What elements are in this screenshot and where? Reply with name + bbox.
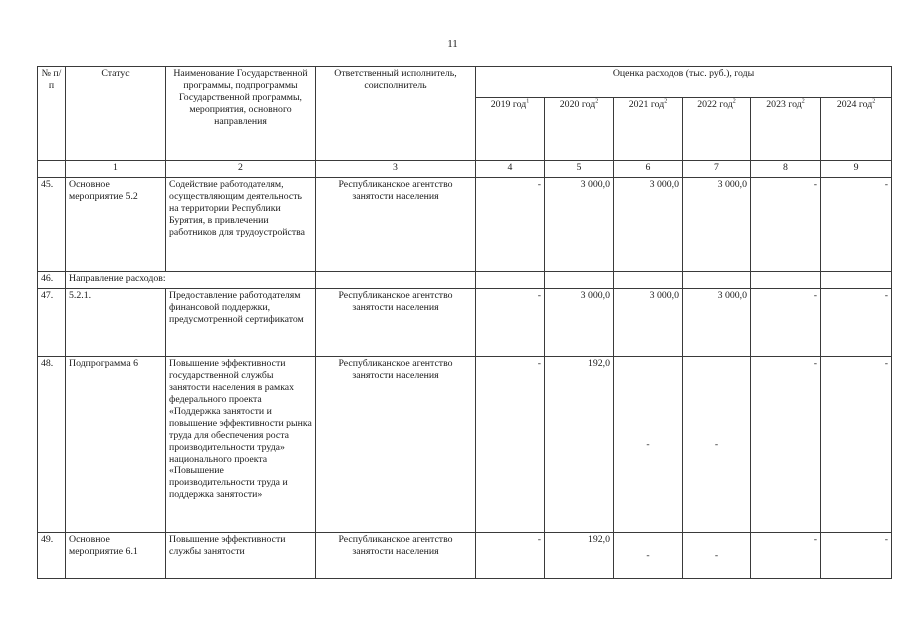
- column-number: 2: [166, 161, 316, 178]
- column-number: 6: [614, 161, 683, 178]
- row-status: Подпрограмма 6: [66, 357, 166, 533]
- empty-cell: [316, 272, 476, 289]
- row-name: Предоставление работодателям финансовой поддержки, предусмотренной сертификатом: [166, 289, 316, 357]
- value-2019: -: [476, 289, 545, 357]
- value-2020: 3 000,0: [545, 178, 614, 272]
- row-status: 5.2.1.: [66, 289, 166, 357]
- value-2021: 3 000,0: [614, 289, 683, 357]
- row-executor: Республиканское агентство занятости населения: [316, 178, 476, 272]
- value-2020: 3 000,0: [545, 289, 614, 357]
- value-2022: 3 000,0: [683, 289, 751, 357]
- table-row: [38, 178, 892, 272]
- column-number: 5: [545, 161, 614, 178]
- value-2021: 3 000,0: [614, 178, 683, 272]
- value-2019: -: [476, 178, 545, 272]
- column-number: 9: [821, 161, 892, 178]
- header-status: Статус: [66, 67, 166, 161]
- value-2021: -: [614, 357, 683, 533]
- empty-cell: [476, 272, 545, 289]
- column-number: 1: [66, 161, 166, 178]
- empty-cell: [821, 272, 892, 289]
- table-row: [38, 357, 892, 533]
- value-2023: -: [751, 533, 821, 579]
- empty-cell: [614, 272, 683, 289]
- header-executor: Ответственный исполнитель, соисполнитель: [316, 67, 476, 161]
- table-row: [38, 272, 892, 289]
- value-2019: -: [476, 357, 545, 533]
- row-number: 46.: [38, 272, 66, 289]
- value-2020: 192,0: [545, 357, 614, 533]
- value-2023: -: [751, 289, 821, 357]
- empty-cell: [545, 272, 614, 289]
- column-number: 3: [316, 161, 476, 178]
- row-number: 45.: [38, 178, 66, 272]
- header-num: № п/п: [38, 67, 66, 161]
- value-2019: -: [476, 533, 545, 579]
- row-status: Основное мероприятие 5.2: [66, 178, 166, 272]
- value-2024: -: [821, 533, 892, 579]
- expenses-table: [37, 66, 892, 579]
- value-2023: -: [751, 178, 821, 272]
- value-2024: -: [821, 357, 892, 533]
- row-status: Направление расходов:: [66, 272, 316, 289]
- column-numbers-row: [38, 161, 892, 178]
- value-2022: -: [683, 533, 751, 579]
- value-2024: -: [821, 178, 892, 272]
- row-executor: Республиканское агентство занятости населения: [316, 533, 476, 579]
- row-number: 48.: [38, 357, 66, 533]
- header-year-2021: 2021 год$^2$: [614, 98, 683, 161]
- row-number: 47.: [38, 289, 66, 357]
- header-expenses: Оценка расходов (тыс. руб.), годы: [476, 67, 892, 98]
- value-2022: -: [683, 357, 751, 533]
- value-2020: 192,0: [545, 533, 614, 579]
- row-executor: Республиканское агентство занятости населения: [316, 357, 476, 533]
- column-number: [38, 161, 66, 178]
- value-2023: -: [751, 357, 821, 533]
- value-2024: -: [821, 289, 892, 357]
- page-number: 11: [447, 38, 458, 50]
- row-name: Повышение эффективности государственной службы занятости населения в рамках федерального проекта «Поддержка занятости и повышение эффективности рынка труда для обеспечения роста производительности труда» национального проекта «Повышение производительности труда и поддержка занятости»: [166, 357, 316, 533]
- value-2022: 3 000,0: [683, 178, 751, 272]
- row-number: 49.: [38, 533, 66, 579]
- column-number: 7: [683, 161, 751, 178]
- row-name: Повышение эффективности службы занятости: [166, 533, 316, 579]
- header-year-2020: 2020 год$^2$: [545, 98, 614, 161]
- column-number: 8: [751, 161, 821, 178]
- empty-cell: [683, 272, 751, 289]
- row-executor: Республиканское агентство занятости населения: [316, 289, 476, 357]
- column-number: 4: [476, 161, 545, 178]
- header-year-2024: 2024 год$^2$: [821, 98, 892, 161]
- table-row: [38, 533, 892, 579]
- header-name: Наименование Государственной программы, подпрограммы Государственной программы, мероприятия, основного направления: [166, 67, 316, 161]
- header-year-2022: 2022 год$^2$: [683, 98, 751, 161]
- empty-cell: [751, 272, 821, 289]
- header-year-2023: 2023 год$^2$: [751, 98, 821, 161]
- header-year-2019: 2019 год$^1$: [476, 98, 545, 161]
- row-status: Основное мероприятие 6.1: [66, 533, 166, 579]
- value-2021: -: [614, 533, 683, 579]
- row-name: Содействие работодателям, осуществляющим деятельность на территории Республики Бурятия, в привлечении работников для трудоустройства: [166, 178, 316, 272]
- table-row: [38, 289, 892, 357]
